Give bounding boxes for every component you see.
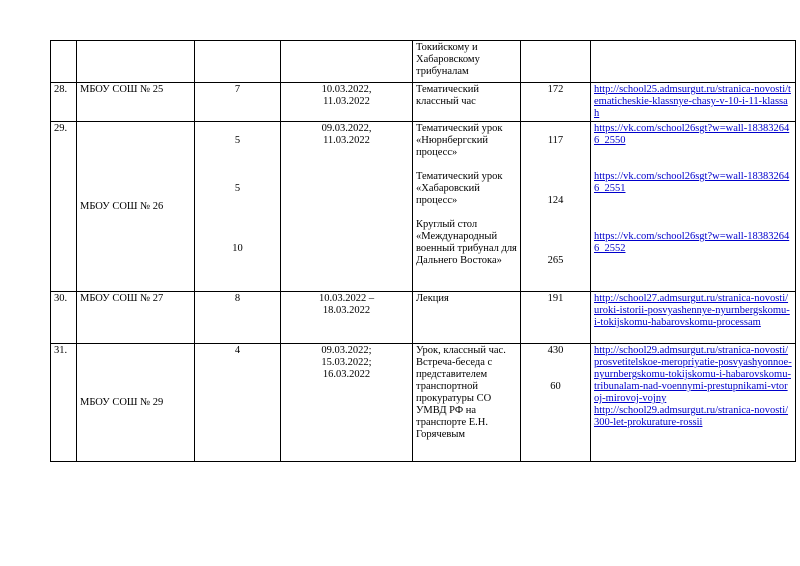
grade-cell — [195, 41, 281, 83]
school-name: МБОУ СОШ № 29 — [77, 344, 195, 462]
link-cell — [591, 122, 796, 292]
event-cell — [413, 122, 521, 292]
school-name — [77, 41, 195, 83]
date-cell — [281, 83, 413, 122]
date-cell — [281, 344, 413, 462]
row-number: 28. — [51, 83, 77, 122]
grade-cell: 7 — [195, 83, 281, 122]
link-cell — [591, 344, 796, 462]
table-row — [51, 41, 796, 83]
news-link[interactable]: https://vk.com/school26sgt?w=wall-183832646_2552 — [594, 231, 790, 254]
row-number: 29. — [51, 122, 77, 292]
news-link[interactable]: https://vk.com/school26sgt?w=wall-183832646_2550 — [594, 123, 790, 146]
event-text: Урок, классный час. — [416, 345, 506, 356]
event-text: Токийскому и Хабаровскому трибуналам — [416, 42, 480, 77]
row-number: 30. — [51, 292, 77, 344]
date-cell — [281, 292, 413, 344]
link-cell — [591, 292, 796, 344]
date-line: 10.03.2022 – — [318, 293, 375, 304]
grade-cell — [195, 122, 281, 292]
event-cell — [413, 344, 521, 462]
school-name: МБОУ СОШ № 26 — [77, 122, 195, 292]
event-cell — [413, 41, 521, 83]
date-cell — [281, 122, 413, 292]
date-line: 09.03.2022, — [321, 123, 372, 134]
table-row — [51, 344, 796, 462]
school-name: МБОУ СОШ № 25 — [77, 83, 195, 122]
news-link[interactable]: http://school29.admsurgut.ru/stranica-novosti/prosvetitelskoe-meropriyatie-posvyashyonnoe-nyurnbergskomu-tokijskomu-i-habarovskomu-tribunalam-nad-voennymi-prestupnikami-vtoroj-mirovoj-vojny — [594, 345, 792, 404]
link-cell — [591, 41, 796, 83]
news-link[interactable]: https://vk.com/school26sgt?w=wall-183832646_2551 — [594, 171, 790, 194]
news-link[interactable]: http://school27.admsurgut.ru/stranica-novosti/uroki-istorii-posvyashennye-nyurnbergskomu-i-tokijskomu-habarovskomu-processam — [594, 293, 790, 328]
count-cell: 191 — [521, 292, 591, 344]
date-line: 09.03.2022; — [321, 345, 372, 356]
count-value: 117 — [547, 135, 564, 146]
row-number — [51, 41, 77, 83]
grade-value: 10 — [232, 243, 243, 254]
count-value: 124 — [547, 195, 564, 206]
count-cell — [521, 344, 591, 462]
date-line: 18.03.2022 — [322, 305, 371, 316]
grade-value: 5 — [234, 135, 241, 146]
event-cell — [413, 83, 521, 122]
event-text: Тематический классный час — [416, 84, 480, 107]
count-value: 265 — [547, 255, 564, 266]
date-line: 11.03.2022 — [323, 135, 370, 146]
news-link[interactable]: http://school25.admsurgut.ru/stranica-novosti/tematicheskie-klassnye-chasy-v-10-i-11-klassah — [594, 84, 791, 119]
date-line: 10.03.2022, — [321, 84, 372, 95]
event-text: Лекция — [416, 293, 449, 304]
link-cell — [591, 83, 796, 122]
date-line: 16.03.2022 — [322, 369, 371, 380]
event-cell — [413, 292, 521, 344]
count-value: 430 — [547, 345, 564, 356]
grade-cell: 4 — [195, 344, 281, 462]
table-row — [51, 292, 796, 344]
date-line: 11.03.2022 — [323, 96, 370, 107]
date-line: 15.03.2022; — [321, 357, 372, 368]
row-number: 31. — [51, 344, 77, 462]
table-row — [51, 122, 796, 292]
count-cell — [521, 122, 591, 292]
date-cell — [281, 41, 413, 83]
table-row — [51, 83, 796, 122]
count-cell: 172 — [521, 83, 591, 122]
event-text: Тематический урок «Нюрнбергский процесс» — [416, 123, 503, 158]
event-text: Тематический урок «Хабаровский процесс» — [416, 171, 503, 206]
grade-value: 5 — [234, 183, 241, 194]
school-name: МБОУ СОШ № 27 — [77, 292, 195, 344]
grade-cell: 8 — [195, 292, 281, 344]
count-value: 60 — [550, 381, 561, 392]
events-table — [50, 40, 796, 462]
event-text: Круглый стол «Международный военный трибунал для Дальнего Востока» — [416, 219, 517, 266]
event-text: Встреча-беседа с представителем транспортной прокуратуры СО УМВД РФ на транспорте Е.Н. Горячевым — [416, 357, 493, 440]
news-link[interactable]: http://school29.admsurgut.ru/stranica-novosti/300-let-prokurature-rossii — [594, 405, 789, 428]
count-cell — [521, 41, 591, 83]
